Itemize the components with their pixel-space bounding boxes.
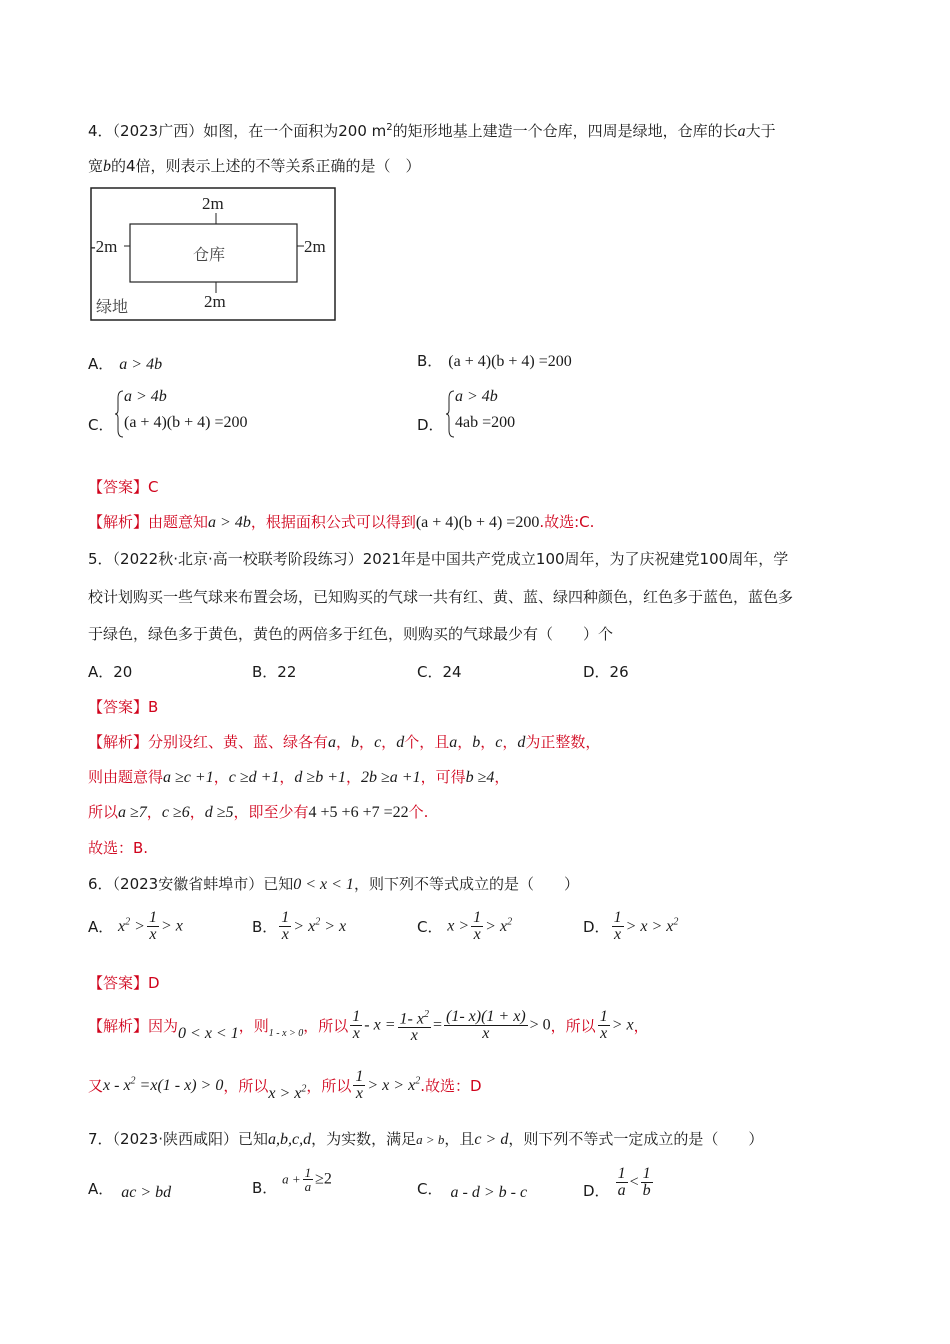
var-b: b [351,734,360,751]
explanation-text: .故选：D [420,1077,482,1095]
option-label: A． [88,1180,114,1198]
frac-num: 1 [613,909,622,926]
label-green: 绿地 [96,299,129,316]
q7-c-expr: a - d > b - c [450,1184,528,1201]
explanation-text: 又 [88,1077,104,1095]
explanation-text: ，所以 [303,1017,349,1036]
x: x [175,917,183,935]
explanation-math: b ≥4 [465,769,495,786]
x: x [294,1085,302,1103]
x: x [118,918,126,936]
explanation-label: 【解析】 [88,733,149,751]
q4-text: 大于 [745,122,776,140]
frac-num: 1 [355,1068,364,1085]
q4-d-expr-1: a > 4b [455,388,498,405]
comma: ， [146,803,162,821]
comma: ， [359,733,375,751]
var-a: a [449,734,458,751]
answer-value: C [148,478,159,496]
q4-c-expr-2: (a + 4)(b + 4) =200 [124,414,248,431]
q7-b-expr: a + [282,1171,301,1187]
var-b: b [472,734,481,751]
explanation-text: 则由题意得 [88,768,164,786]
explanation-text: ， [494,768,510,786]
frac-den: x [410,1027,418,1045]
sup-2: 2 [125,916,131,928]
q4-number: 4． [88,122,113,140]
comma: ， [381,733,397,751]
explanation-text: 个，且 [404,733,450,751]
gt: > [393,1077,405,1095]
answer-value: D [148,974,160,992]
q7-option-d[interactable] [583,1166,655,1199]
q6-option-b[interactable] [252,910,346,943]
sup-2: 2 [673,916,679,928]
option-label: A． [88,918,114,936]
gt: > [458,917,470,935]
q4-option-b[interactable] [417,350,572,371]
x: x [308,918,316,936]
q4-d-expr-2: 4ab =200 [455,414,516,431]
gt: > [279,1085,291,1103]
frac-num: 1- x [399,1010,424,1028]
var-d: d [517,734,526,751]
q4-line-1 [88,117,776,143]
comma: ， [213,768,229,786]
answer-label: 【答案】 [88,974,149,992]
explanation-math: a ≥7 [118,804,147,821]
explanation-math: a > 4b [208,514,251,531]
sup-2: 2 [301,1083,307,1095]
x: x [666,918,674,936]
explanation-text: ，根据面积公式可以得到 [250,513,416,531]
explanation-text: ，所以 [223,1077,269,1095]
frac-den: x [355,1085,363,1102]
q4-square-sup: 2 [386,122,393,133]
q7-text: （2023·陕西咸阳）已知 [112,1130,268,1148]
explanation-math: - x = [364,1016,396,1034]
x: x [339,918,347,936]
answer-value: B [148,698,159,716]
sup-2: 2 [315,916,321,928]
frac-num: 1 [304,1165,312,1180]
q4-option-d[interactable] [417,388,516,434]
q5-line-1: 5．（2022秋·北京·高一校联考阶段练习）2021年是中国共产党成立100周年，为了庆祝建党100周年，学 [88,550,789,568]
option-label: B． [252,1179,278,1197]
comma: ， [336,733,352,751]
q5-line-2: 校计划购买一些气球来布置会场，已知购买的气球一共有红、黄、蓝、绿四种颜色，红色多于蓝色，蓝色多 [88,588,794,606]
label-2m-left: -2m [90,237,118,256]
explanation-text: 可得 [435,768,466,786]
q7-a-expr: ac > bd [121,1184,172,1201]
explanation-math: 0 < x < 1 [178,1024,239,1042]
x: x [447,917,455,935]
q4-text: 的4倍，则表示上述的不等关系正确的是（ ） [111,157,421,175]
var-c: c [374,734,382,751]
q7-cond-1: a > b [416,1132,445,1147]
q6-explanation-1 [88,1007,649,1044]
gt: > [651,918,663,936]
frac-num: 1 [148,909,157,926]
x: x [382,1077,390,1095]
comma: ， [279,768,295,786]
option-label: D． [583,1182,610,1200]
q5-option-c[interactable]: C．24 [417,663,462,681]
x: x [640,918,648,936]
gt: > [324,918,335,936]
option-label: B． [417,352,443,370]
explanation-math: d ≥5 [204,804,234,821]
q4-source: （2023广西） [112,122,204,140]
var-d: d [396,734,405,751]
explanation-math: c ≥6 [161,804,190,821]
q6-answer [88,972,160,994]
answer-label: 【答案】 [88,478,149,496]
explanation-math: =x(1 - x) > 0 [139,1077,224,1095]
option-label: C． [88,416,114,434]
frac-num: 1 [352,1008,361,1026]
explanation-math: > 0 [529,1016,551,1034]
option-label: C． [417,1180,443,1198]
q6-text: ，则下列不等式成立的是（ ） [353,875,579,893]
var-a: a [328,734,337,751]
q6-stem [88,873,579,896]
frac-den: x [281,926,289,943]
brace-icon [114,390,124,438]
frac-den: a [304,1179,312,1194]
q4-text: 宽 [88,157,104,175]
q6-explanation-2 [88,1069,482,1102]
q6-condition: 0 < x < 1 [293,876,354,893]
sup-2: 2 [130,1075,136,1087]
q4-area: 200 m [338,122,387,140]
q5-answer [88,696,158,718]
explanation-text: .故选:C. [539,513,595,531]
explanation-math: c ≥d +1 [228,769,280,786]
q7-text: ，且 [444,1130,475,1148]
explanation-math: 4 +5 +6 +7 =22 [308,804,409,821]
gt: > [367,1077,379,1095]
option-label: D． [583,918,610,936]
q7-text: ，为实数，满足 [311,1130,417,1148]
label-2m-top: 2m [202,194,224,213]
q4-var-a: a [737,123,746,140]
q5-option-d[interactable]: D．26 [583,663,629,681]
gt: > [625,918,637,936]
comma: ， [480,733,496,751]
x: x [268,1085,276,1103]
explanation-text: ，所以 [550,1017,596,1036]
explanation-text: 因为 [148,1017,179,1036]
q5-line-3: 于绿色，绿色多于黄色，黄色的两倍多于红色，则购买的气球最少有（ ）个 [88,625,614,643]
sup-2: 2 [423,1009,429,1020]
frac-den: x [482,1025,490,1043]
q7-option-b[interactable] [252,1165,332,1197]
q7-cond-2: c > d [474,1131,509,1148]
explanation-math: 2b ≥a +1 [361,769,421,786]
frac-den: a [617,1182,626,1199]
option-label: B． [252,918,278,936]
option-label: D． [417,416,444,434]
frac-num: 1 [281,909,290,926]
comma: ， [457,733,473,751]
frac-den: b [642,1182,651,1199]
frac-num: 1 [642,1165,651,1182]
q4-a-expr: a > 4b [119,356,163,373]
lt: < [629,1173,639,1191]
label-2m-right: 2m [304,237,326,256]
x: x [408,1077,416,1095]
comma: ， [189,803,205,821]
explanation-math: 1 - x > 0 [268,1028,304,1040]
label-warehouse: 仓库 [193,247,226,264]
q6-option-d[interactable] [583,910,678,943]
gt: > [293,918,305,936]
label-2m-bottom: 2m [204,292,226,311]
q4-explanation [88,511,594,534]
frac-num: 1 [599,1008,608,1026]
frac-den: x [473,926,481,943]
frac-num: 1 [473,909,482,926]
sup-2: 2 [507,916,513,928]
frac-den: x [352,1025,360,1043]
gt: > [134,918,145,936]
comma: ， [633,1017,649,1036]
q5-option-a[interactable]: A．20 [88,663,133,681]
explanation-label: 【解析】 [88,513,149,531]
explanation-text: 个. [408,803,429,821]
q6-option-a[interactable] [88,910,183,943]
explanation-math: > x [611,1016,634,1034]
q4-option-c[interactable] [88,388,248,434]
q7-option-c[interactable] [417,1178,527,1199]
q7-vars: a,b,c,d [268,1131,312,1148]
frac-den: x [614,926,622,943]
explanation-math: = [432,1016,442,1034]
explanation-math: a ≥c +1 [163,769,214,786]
frac-den: x [600,1025,608,1043]
q4-answer [88,476,159,498]
brace-icon [445,390,455,438]
q4-text: 如图，在一个面积为 [203,122,339,140]
q4-c-expr-1: a > 4b [124,388,167,405]
option-label: C． [417,918,443,936]
var-c: c [495,734,503,751]
q5-explanation-2 [88,766,509,789]
comma: ， [502,733,518,751]
frac-num: 1 [617,1165,626,1182]
gt: > [485,918,496,936]
explanation-text: ，所以 [306,1077,352,1095]
q5-explanation-1 [88,731,600,754]
comma: ， [346,768,362,786]
explanation-math: (a + 4)(b + 4) =200 [415,514,540,531]
explanation-text: 所以 [88,803,119,821]
sup-2: 2 [415,1075,421,1087]
answer-label: 【答案】 [88,698,149,716]
q5-explanation-4: 故选：B. [88,839,149,857]
explanation-text: ，则 [238,1017,269,1036]
q6-number: 6． [88,875,113,893]
q6-option-c[interactable] [417,910,512,943]
explanation-text: ，即至少有 [233,803,309,821]
q7-text: ，则下列不等式一定成立的是（ ） [508,1130,764,1148]
q4-var-b: b [103,158,112,175]
x: x [499,918,508,936]
q7-option-a[interactable] [88,1178,171,1199]
comma: ， [420,768,436,786]
q7-stem [88,1128,763,1151]
q7-number: 7． [88,1130,113,1148]
q4-text: 的矩形地基上建造一个仓库，四周是绿地，仓库的长 [392,122,738,140]
q4-option-a[interactable] [88,353,162,374]
option-label: A． [88,355,114,373]
explanation-math: d ≥b +1 [294,769,346,786]
q4-line-2 [88,155,421,178]
explanation-math: x - x [103,1077,131,1095]
q5-explanation-3 [88,801,428,824]
q4-b-expr: (a + 4)(b + 4) =200 [448,353,572,370]
gt: > [160,917,172,935]
explanation-text: 分别设红、黄、蓝、绿各有 [148,733,329,751]
q7-b-expr: ≥2 [315,1170,332,1188]
q4-figure [88,186,340,324]
q5-option-b[interactable]: B．22 [252,663,297,681]
explanation-text: 为正整数， [525,733,601,751]
frac-den: x [149,926,157,943]
explanation-text: 由题意知 [148,513,209,531]
frac-num: (1- x)(1 + x) [446,1008,526,1026]
explanation-label: 【解析】 [88,1017,149,1036]
q6-text: （2023安徽省蚌埠市）已知 [112,875,294,893]
